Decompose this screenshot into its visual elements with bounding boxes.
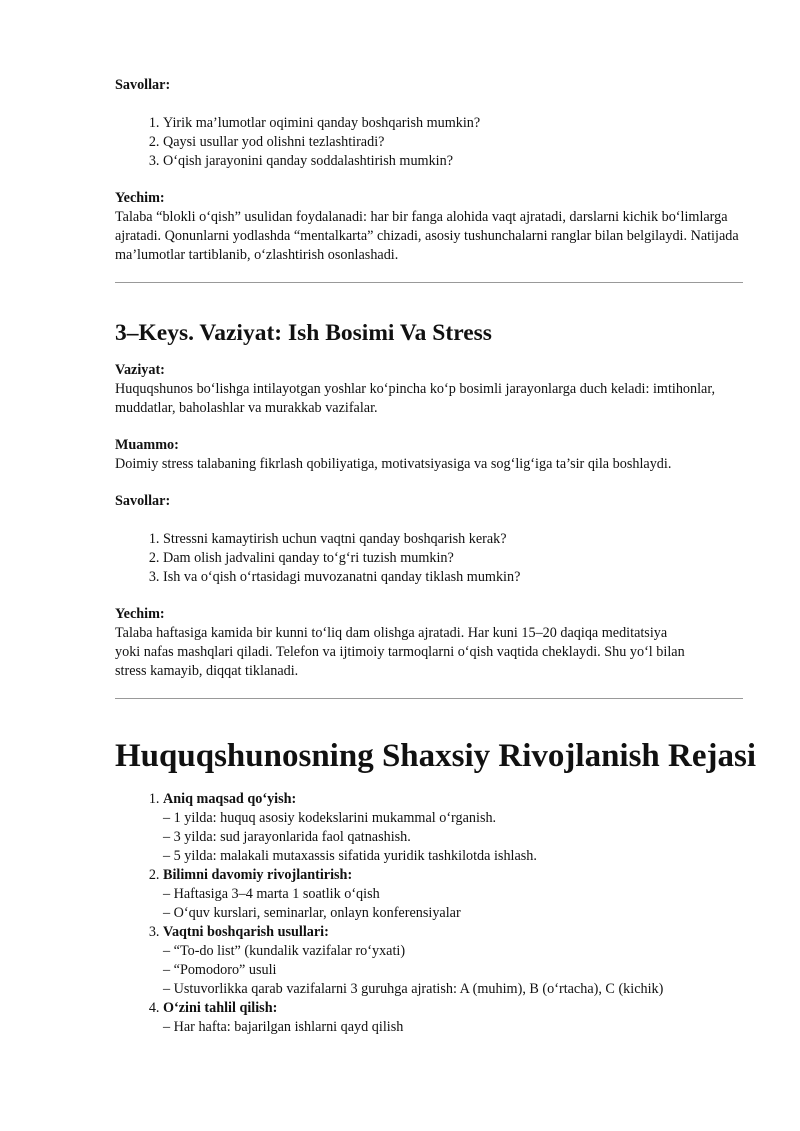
plan-item-line: – O‘quv kurslari, seminarlar, onlayn konferensiyalar	[163, 905, 461, 921]
case2-question-2: 2. Qaysi usullar yod olishni tezlashtiradi?	[163, 133, 743, 152]
case3-question-2: 2. Dam olish jadvalini qanday to‘g‘ri tuzish mumkin?	[163, 549, 743, 568]
case3-situation-label: Vaziyat:	[115, 362, 165, 378]
case3-question-3: 3. Ish va o‘qish o‘rtasidagi muvozanatni qanday tiklash mumkin?	[163, 568, 743, 587]
plan-list	[115, 790, 743, 1037]
plan-item-heading: O‘zini tahlil qilish:	[163, 1000, 278, 1016]
plan-item-line: – Haftasiga 3–4 marta 1 soatlik o‘qish	[163, 886, 380, 902]
case3-solution-text: Talaba haftasiga kamida bir kunni to‘liq dam olishga ajratadi. Har kuni 15–20 daqiqa meditatsiya yoki nafas mashqlari qiladi. Telefon va ijtimoiy tarmoqlarni o‘qish vaqtida cheklaydi. Shu yo‘l bilan stress kamayib, diqqat tiklanadi.	[115, 625, 685, 679]
case2-solution-text: Talaba “blokli o‘qish” usulidan foydalanadi: har bir fanga alohida vaqt ajratadi, darslarni kichik bo‘limlarga ajratadi. Qonunlarni yodlashda “mentalkarta” chizadi, asosiy tushunchalarni ranglar bilan belgilaydi. Natijada ma’lumotlar tartiblanib, o‘zlashtirish osonlashadi.	[115, 209, 739, 263]
plan-item-line: – 1 yilda: huquq asosiy kodekslarini mukammal o‘rganish.	[163, 810, 497, 826]
case2-questions-list	[115, 114, 743, 171]
case2-questions-label: Savollar:	[115, 77, 171, 93]
section-divider	[115, 282, 743, 283]
plan-item-line: – 5 yilda: malakali mutaxassis sifatida yuridik tashkilotda ishlash.	[163, 848, 537, 864]
case3-question-1: 1. Stressni kamaytirish uchun vaqtni qanday boshqarish kerak?	[163, 530, 743, 549]
case3-problem-text: Doimiy stress talabaning fikrlash qobiliyatiga, motivatsiyasiga va sog‘lig‘iga ta’sir qila boshlaydi.	[115, 456, 672, 472]
plan-item	[163, 866, 743, 923]
plan-item-line: – “Pomodoro” usuli	[163, 962, 277, 978]
case3-questions-label: Savollar:	[115, 493, 171, 509]
plan-item-line: – Ustuvorlikka qarab vazifalarni 3 guruhga ajratish: A (muhim), B (o‘rtacha), C (kichik)	[163, 981, 664, 997]
plan-item-heading: Bilimni davomiy rivojlantirish:	[163, 867, 353, 883]
plan-item-heading: Aniq maqsad qo‘yish:	[163, 791, 297, 807]
case3-solution-label: Yechim:	[115, 606, 165, 622]
case2-solution-label: Yechim:	[115, 190, 165, 206]
document-content	[115, 76, 757, 1037]
plan-item-line: – “To-do list” (kundalik vazifalar ro‘yxati)	[163, 943, 406, 959]
case3-title: 3–Keys. Vaziyat: Ish Bosimi Va Stress	[115, 320, 492, 346]
case2-question-1: 1. Yirik ma’lumotlar oqimini qanday boshqarish mumkin?	[163, 114, 743, 133]
plan-item	[163, 923, 743, 999]
case2-question-3: 3. O‘qish jarayonini qanday soddalashtirish mumkin?	[163, 152, 743, 171]
case3-situation-text: Huquqshunos bo‘lishga intilayotgan yoshlar ko‘pincha ko‘p bosimli jarayonlarga duch keladi: imtihonlar, muddatlar, baholashlar va murakkab vazifalar.	[115, 381, 716, 416]
plan-item	[163, 999, 743, 1037]
case3-questions-list	[115, 530, 743, 587]
plan-item-line: – Har hafta: bajarilgan ishlarni qayd qilish	[163, 1019, 404, 1035]
case3-problem-label: Muammo:	[115, 437, 179, 453]
plan-item	[163, 790, 743, 866]
plan-item-line: – 3 yilda: sud jarayonlarida faol qatnashish.	[163, 829, 411, 845]
plan-title: Huquqshunosning Shaxsiy Rivojlanish Rejasi	[115, 738, 757, 774]
plan-item-heading: Vaqtni boshqarish usullari:	[163, 924, 329, 940]
section-divider	[115, 698, 743, 699]
